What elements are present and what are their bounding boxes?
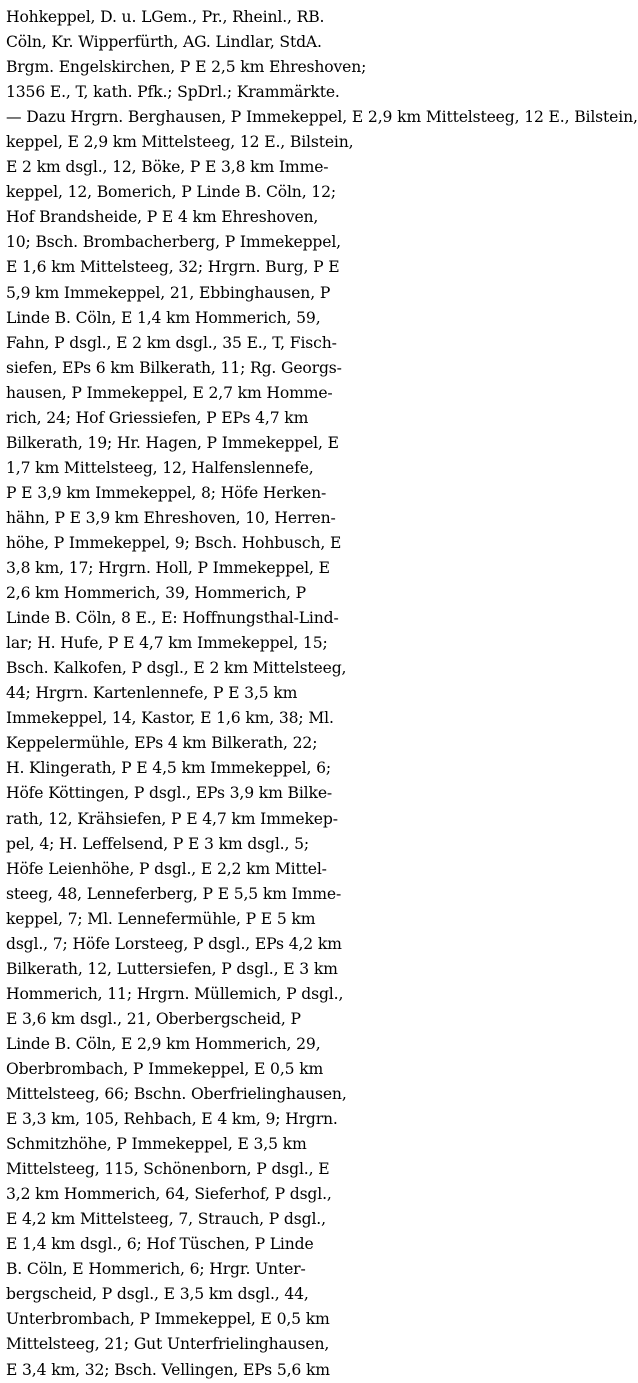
entry-line-51: B. Cöln, E Hommerich, 6; Hrgr. Unter- xyxy=(6,1260,306,1279)
entry-line-12: 5,9 km Immekeppel, 21, Ebbinghausen, P xyxy=(6,283,331,302)
entry-line-6: keppel, E 2,9 km Mittelsteeg, 12 E., Bilstein, xyxy=(6,133,354,152)
entry-line-5: — Dazu Hrgrn. Berghausen, P Immekeppel, E 2,9 km Mittelsteeg, 12 E., Bilstein, xyxy=(6,108,638,127)
entry-line-41: E 3,6 km dsgl., 21, Oberbergscheid, P xyxy=(6,1009,301,1028)
entry-line-47: Mittelsteeg, 115, Schönenborn, P dsgl., E xyxy=(6,1160,330,1179)
entry-line-14: Fahn, P dsgl., E 2 km dsgl., 35 E., T, Fisch- xyxy=(6,333,337,352)
entry-line-19: 1,7 km Mittelsteeg, 12, Halfenslennefe, xyxy=(6,458,314,477)
entry-line-17: rich, 24; Hof Griessiefen, P EPs 4,7 km xyxy=(6,408,309,427)
entry-line-36: steeg, 48, Lenneferberg, P E 5,5 km Imme- xyxy=(6,884,342,903)
entry-line-16: hausen, P Immekeppel, E 2,7 km Homme- xyxy=(6,383,333,402)
entry-line-42: Linde B. Cöln, E 2,9 km Hommerich, 29, xyxy=(6,1034,321,1053)
entry-line-40: Hommerich, 11; Hrgrn. Müllemich, P dsgl., xyxy=(6,984,344,1003)
entry-line-49: E 4,2 km Mittelsteeg, 7, Strauch, P dsgl., xyxy=(6,1210,326,1229)
entry-line-31: H. Klingerath, P E 4,5 km Immekeppel, 6; xyxy=(6,759,332,778)
entry-line-39: Bilkerath, 12, Luttersiefen, P dsgl., E 3 km xyxy=(6,959,338,978)
entry-line-28: 44; Hrgrn. Kartenlennefe, P E 3,5 km xyxy=(6,684,298,703)
entry-line-25: Linde B. Cöln, 8 E., E: Hoffnungsthal-Lind- xyxy=(6,609,339,628)
entry-line-53: Unterbrombach, P Immekeppel, E 0,5 km xyxy=(6,1310,330,1329)
entry-line-30: Keppelermühle, EPs 4 km Bilkerath, 22; xyxy=(6,734,318,753)
entry-line-43: Oberbrombach, P Immekeppel, E 0,5 km xyxy=(6,1059,324,1078)
entry-line-46: Schmitzhöhe, P Immekeppel, E 3,5 km xyxy=(6,1135,307,1154)
entry-line-2: Cöln, Kr. Wipperfürth, AG. Lindlar, StdA. xyxy=(6,33,322,52)
entry-line-48: 3,2 km Hommerich, 64, Sieferhof, P dsgl., xyxy=(6,1185,332,1204)
entry-line-22: höhe, P Immekeppel, 9; Bsch. Hohbusch, E xyxy=(6,533,342,552)
entry-line-34: pel, 4; H. Leffelsend, P E 3 km dsgl., 5; xyxy=(6,834,309,853)
entry-line-29: Immekeppel, 14, Kastor, E 1,6 km, 38; Ml. xyxy=(6,709,334,728)
entry-line-7: E 2 km dsgl., 12, Böke, P E 3,8 km Imme- xyxy=(6,158,329,177)
entry-line-23: 3,8 km, 17; Hrgrn. Holl, P Immekeppel, E xyxy=(6,559,330,578)
entry-line-10: 10; Bsch. Brombacherberg, P Immekeppel, xyxy=(6,233,341,252)
entry-line-3: Brgm. Engelskirchen, P E 2,5 km Ehreshoven; xyxy=(6,58,367,77)
entry-line-50: E 1,4 km dsgl., 6; Hof Tüschen, P Linde xyxy=(6,1235,314,1254)
entry-line-24: 2,6 km Hommerich, 39, Hommerich, P xyxy=(6,584,306,603)
entry-line-45: E 3,3 km, 105, Rehbach, E 4 km, 9; Hrgrn. xyxy=(6,1110,338,1129)
entry-line-20: P E 3,9 km Immekeppel, 8; Höfe Herken- xyxy=(6,483,327,502)
entry-line-21: hähn, P E 3,9 km Ehreshoven, 10, Herren- xyxy=(6,508,336,527)
entry-line-52: bergscheid, P dsgl., E 3,5 km dsgl., 44, xyxy=(6,1285,309,1304)
entry-line-9: Hof Brandsheide, P E 4 km Ehreshoven, xyxy=(6,208,319,227)
entry-line-18: Bilkerath, 19; Hr. Hagen, P Immekeppel, E xyxy=(6,433,339,452)
entry-line-8: keppel, 12, Bomerich, P Linde B. Cöln, 12; xyxy=(6,183,336,202)
entry-line-38: dsgl., 7; Höfe Lorsteeg, P dsgl., EPs 4,2 km xyxy=(6,934,342,953)
entry-line-4: 1356 E., T, kath. Pfk.; SpDrl.; Krammärkte. xyxy=(6,83,340,102)
entry-line-54: Mittelsteeg, 21; Gut Unterfrielinghausen, xyxy=(6,1335,330,1354)
entry-line-26: lar; H. Hufe, P E 4,7 km Immekeppel, 15; xyxy=(6,634,328,653)
entry-line-1: Hohkeppel, D. u. LGem., Pr., Rheinl., RB. xyxy=(6,8,325,26)
entry-line-55: E 3,4 km, 32; Bsch. Vellingen, EPs 5,6 km xyxy=(6,1360,330,1379)
entry-line-27: Bsch. Kalkofen, P dsgl., E 2 km Mittelsteeg, xyxy=(6,659,347,678)
entry-line-13: Linde B. Cöln, E 1,4 km Hommerich, 59, xyxy=(6,308,321,327)
entry-line-11: E 1,6 km Mittelsteeg, 32; Hrgrn. Burg, P E xyxy=(6,258,340,277)
entry-line-44: Mittelsteeg, 66; Bschn. Oberfrielinghausen, xyxy=(6,1085,347,1104)
entry-line-32: Höfe Köttingen, P dsgl., EPs 3,9 km Bilke- xyxy=(6,784,333,803)
entry-line-15: siefen, EPs 6 km Bilkerath, 11; Rg. Georgs- xyxy=(6,358,342,377)
entry-line-35: Höfe Leienhöhe, P dsgl., E 2,2 km Mittel- xyxy=(6,859,327,878)
entry-line-33: rath, 12, Krähsiefen, P E 4,7 km Immekep- xyxy=(6,809,338,828)
entry-line-37: keppel, 7; Ml. Lennefermühle, P E 5 km xyxy=(6,909,316,928)
